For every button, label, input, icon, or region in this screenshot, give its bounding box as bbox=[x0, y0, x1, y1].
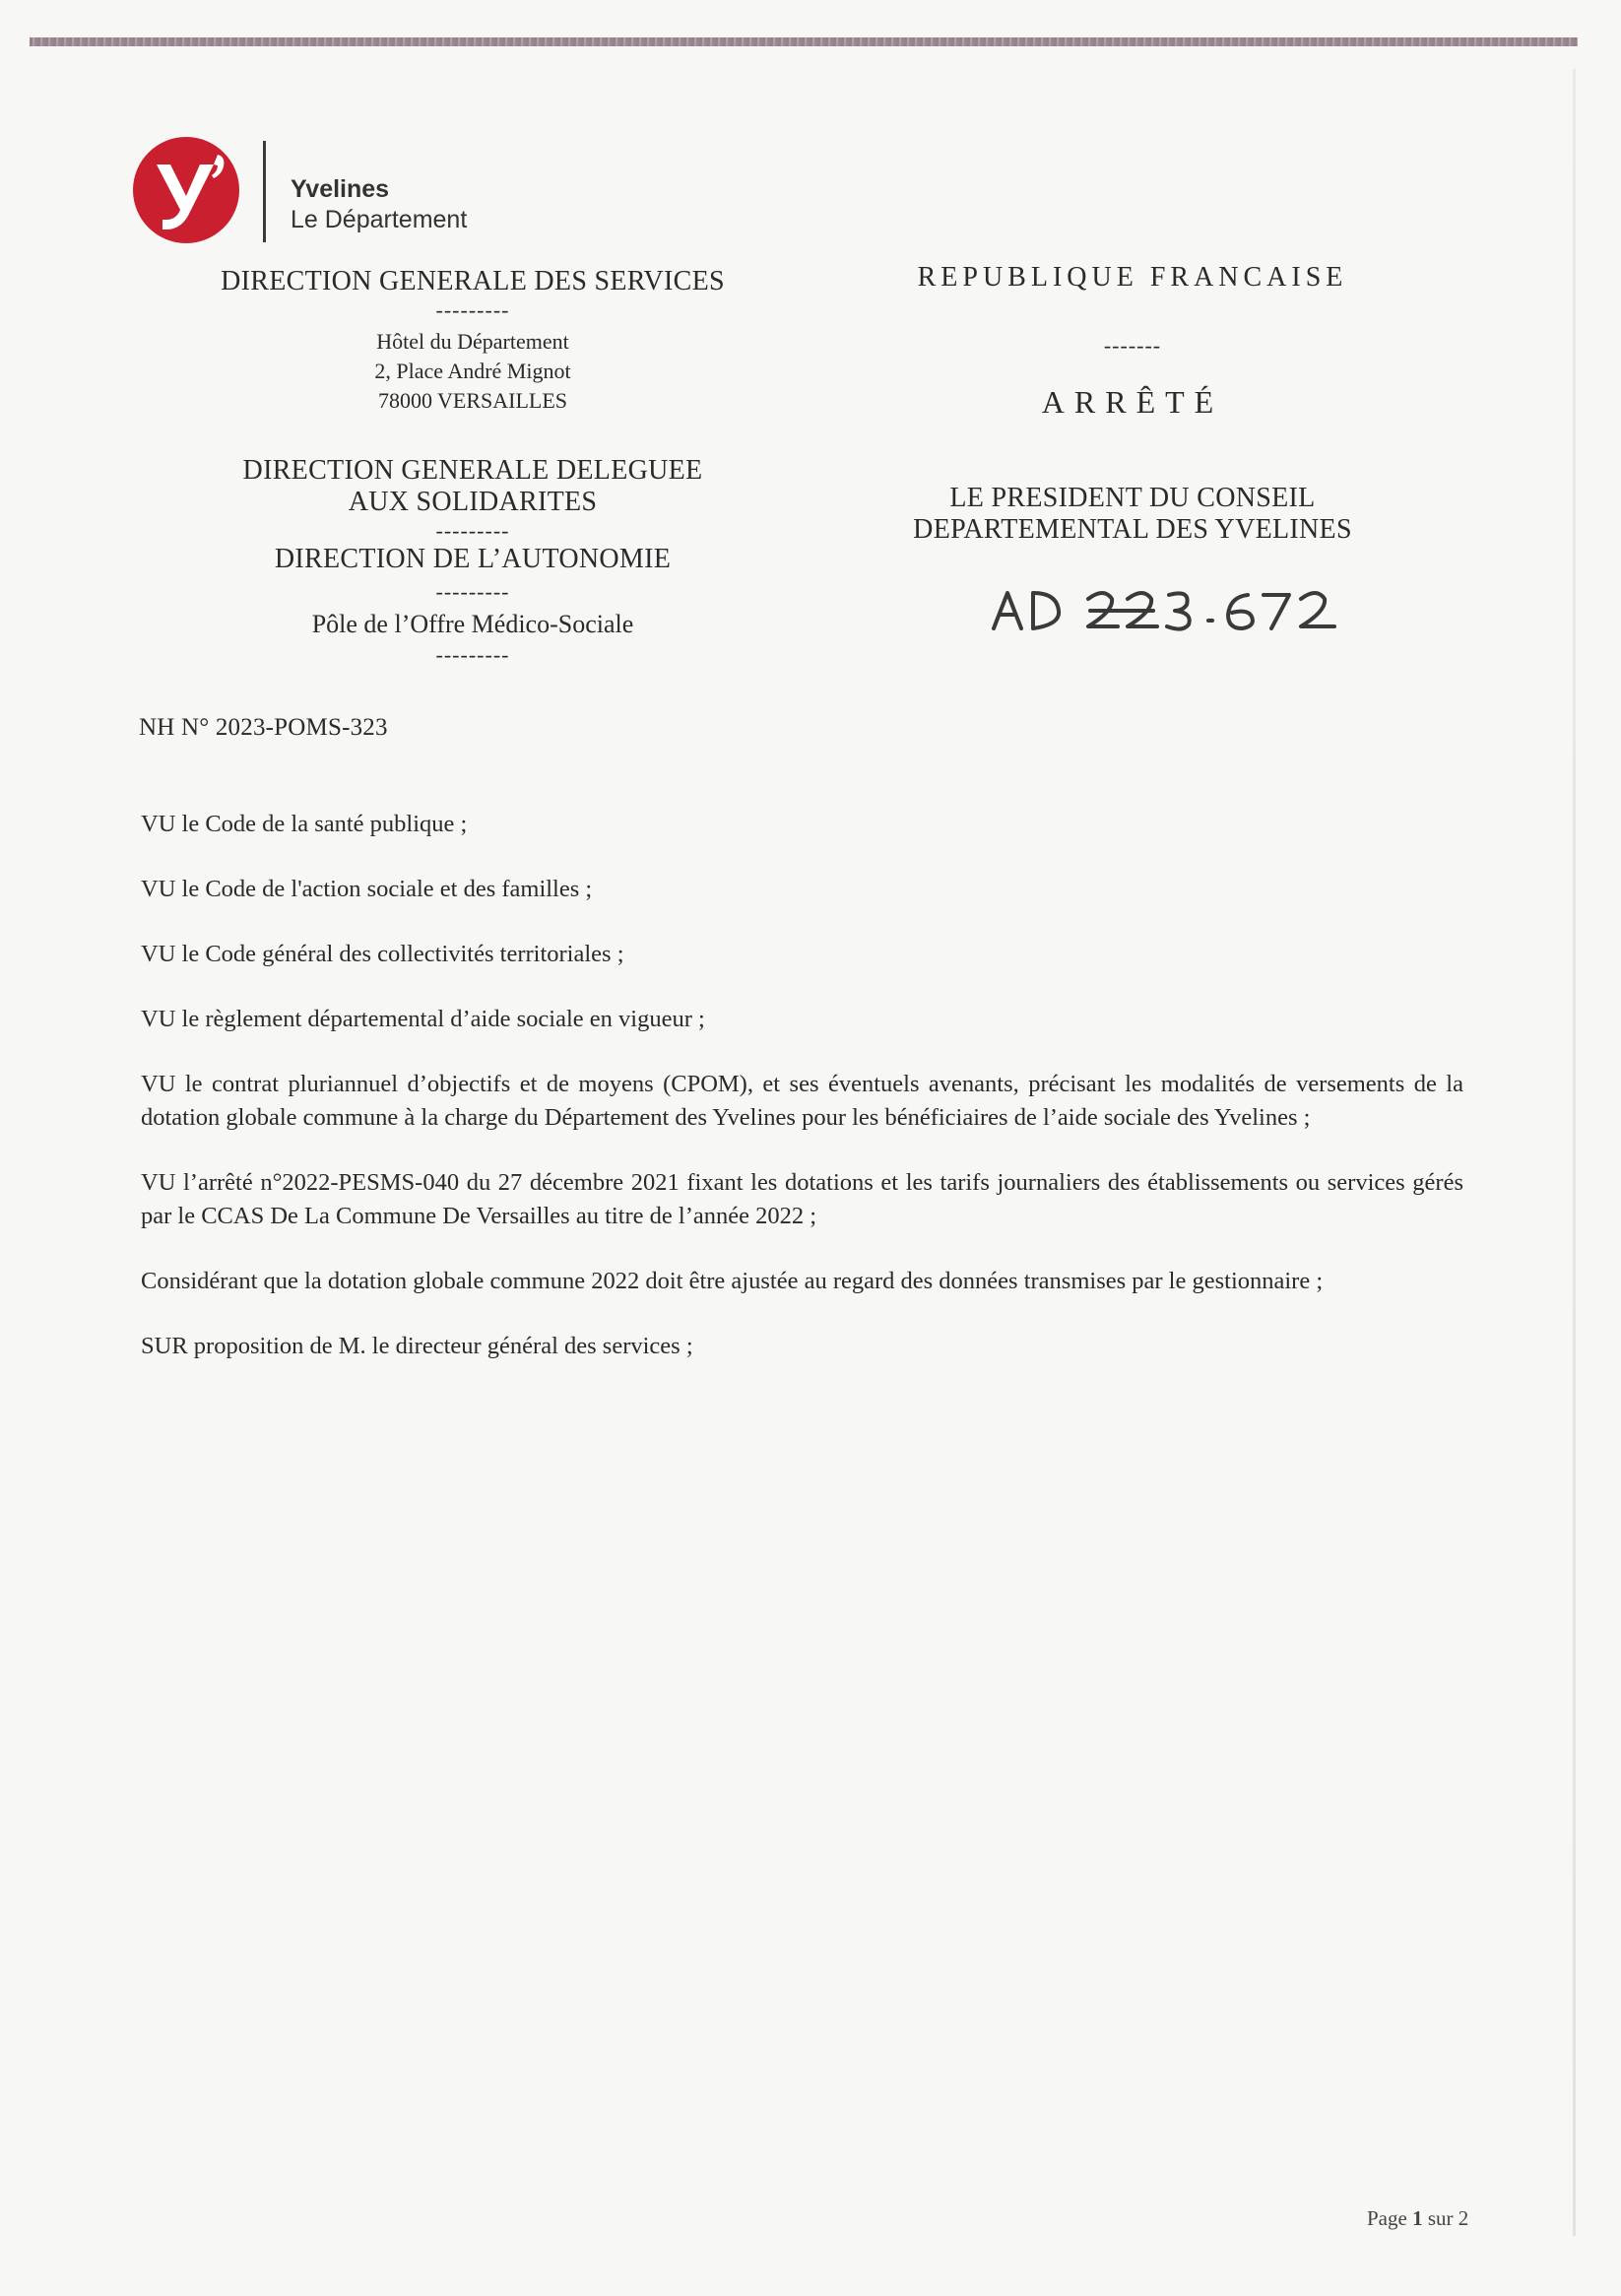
page-footer bbox=[1367, 2206, 1468, 2231]
left-header bbox=[138, 266, 808, 666]
yvelines-logo-icon bbox=[131, 135, 241, 245]
address-line: 2, Place André Mignot bbox=[374, 359, 571, 383]
page-total: sur 2 bbox=[1427, 2206, 1469, 2230]
paragraph: Considérant que la dotation globale commune 2022 doit être ajustée au regard des données transmises par le gestionnaire ; bbox=[141, 1268, 1324, 1294]
address-line: Hôtel du Département bbox=[376, 329, 569, 354]
top-border-rule bbox=[30, 37, 1578, 46]
scan-edge-shadow bbox=[1573, 69, 1576, 2236]
document-body bbox=[141, 808, 1463, 1395]
president-line1: LE PRESIDENT DU CONSEIL bbox=[949, 483, 1316, 513]
address-line: 78000 VERSAILLES bbox=[377, 388, 568, 413]
delegation-line1: DIRECTION GENERALE DELEGUEE bbox=[242, 455, 703, 486]
logo-separator bbox=[263, 141, 266, 242]
paragraph: SUR proposition de M. le directeur général des services ; bbox=[141, 1333, 693, 1359]
pole-offre: Pôle de l’Offre Médico-Sociale bbox=[311, 610, 634, 638]
paragraph: VU le règlement départemental d’aide sociale en vigueur ; bbox=[141, 1006, 705, 1032]
page-number: 1 bbox=[1412, 2206, 1423, 2230]
arrete-title: ARRÊTÉ bbox=[1041, 384, 1224, 420]
separator: ------- bbox=[1103, 333, 1162, 358]
paragraph: VU le contrat pluriannuel d’objectifs et de moyens (CPOM), et ses éventuels avenants, précisant les modalités de versements de la dotation globale commune à la charge du Département des Yvelines pour les bénéficiaires de l’aide sociale des Yvelines ; bbox=[141, 1071, 1463, 1131]
brand-name: Yvelines bbox=[291, 175, 390, 203]
paragraph: VU le Code général des collectivités territoriales ; bbox=[141, 941, 624, 967]
republique-francaise: REPUBLIQUE FRANCAISE bbox=[917, 262, 1348, 293]
separator: --------- bbox=[435, 642, 510, 667]
separator: --------- bbox=[435, 579, 510, 604]
paragraph: VU l’arrêté n°2022-PESMS-040 du 27 décembre 2021 fixant les dotations et les tarifs journaliers des établissements ou services gérés par le CCAS De La Commune De Versailles au titre de l’année 2022 ; bbox=[141, 1169, 1463, 1229]
right-header bbox=[867, 262, 1398, 546]
brand-subtitle: Le Département bbox=[291, 206, 468, 233]
delegation-line2: AUX SOLIDARITES bbox=[348, 487, 598, 517]
page-label: Page bbox=[1367, 2206, 1407, 2230]
separator: --------- bbox=[435, 297, 510, 322]
paragraph: VU le Code de l'action sociale et des familles ; bbox=[141, 876, 593, 902]
president-line2: DEPARTEMENTAL DES YVELINES bbox=[913, 514, 1352, 545]
separator: --------- bbox=[435, 518, 510, 543]
handwritten-reference bbox=[990, 581, 1364, 640]
direction-generale-services: DIRECTION GENERALE DES SERVICES bbox=[221, 266, 725, 296]
reference-number: NH N° 2023-POMS-323 bbox=[139, 714, 388, 741]
direction-autonomie: DIRECTION DE L’AUTONOMIE bbox=[274, 544, 672, 574]
paragraph: VU le Code de la santé publique ; bbox=[141, 811, 468, 837]
